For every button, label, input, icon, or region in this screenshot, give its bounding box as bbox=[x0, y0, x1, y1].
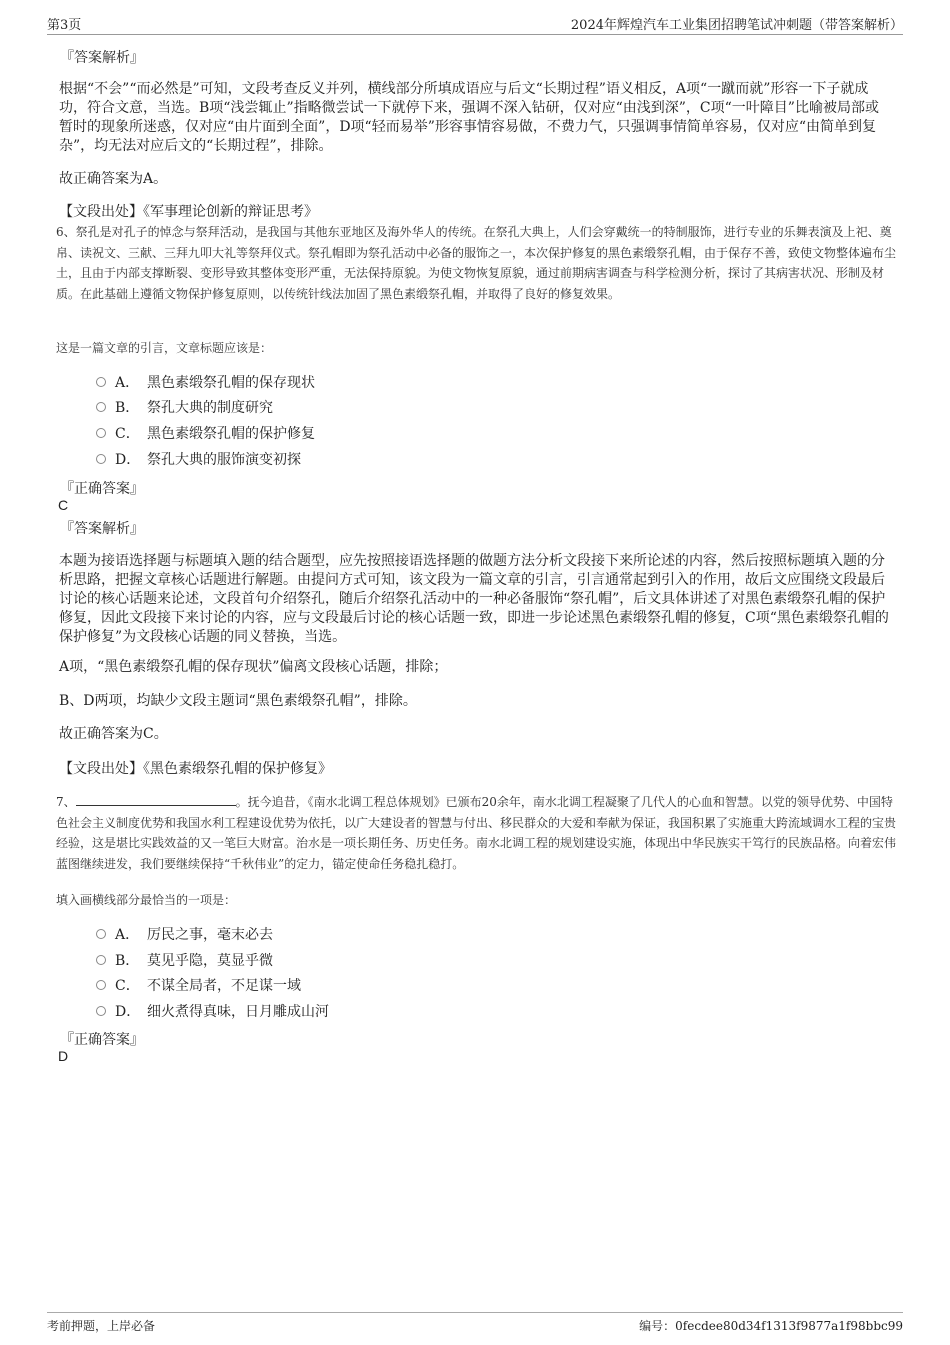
answer-conclusion: 故正确答案为A。 bbox=[59, 171, 168, 187]
option-a[interactable]: A． 厉民之事，毫末必去 bbox=[96, 924, 273, 944]
answer-analysis-label: 『答案解析』 bbox=[60, 521, 144, 537]
correct-answer: C bbox=[58, 497, 69, 513]
option-d[interactable]: D． 祭孔大典的服饰演变初探 bbox=[96, 449, 301, 469]
question-prompt: 这是一篇文章的引言，文章标题应该是： bbox=[56, 341, 273, 355]
question-stem: 6、祭孔是对孔子的悼念与祭拜活动，是我国与其他东亚地区及海外华人的传统。在祭孔大典上，人们会穿戴统一的特制服饰，进行专业的乐舞表演及上祀、奠帛、读祝文、三献、三拜九叩大礼等祭拜仪式。祭孔帽即为祭孔活动中必备的服饰之一，本次保护修复的黑色素缎祭孔帽，由于保存不善，致使文物整体遍布尘土，且由于内部支撑断裂、变形导致其整体变形严重，无法保持原貌。为使文物恢复原貌，通过前期病害调查与科学检测分析，探讨了其病害状况、形制及材质。在此基础上遵循文物保护修复原则，以传统针线法加固了黑色素缎祭孔帽，并取得了良好的修复效果。 bbox=[56, 225, 897, 301]
fill-blank bbox=[76, 793, 236, 806]
radio-icon[interactable] bbox=[96, 955, 106, 965]
answer-analysis-text: 本题为接语选择题与标题填入题的结合题型，应先按照接语选择题的做题方法分析文段接下来所论述的内容，然后按照标题填入题的分析思路，把握文章核心话题进行解题。由提问方式可知，该文段为一篇文章的引言，引言通常起到引入的作用，故后文应围绕文段最后讨论的核心话题来论述，文段首句介绍祭孔，随后介绍祭孔活动中的一种必备服饰“祭孔帽”，后文具体讲述了对黑色素缎祭孔帽的保护修复，因此文段接下来讨论的内容，应与文段最后讨论的核心话题一致，即进一步论述黑色素缎祭孔帽的修复，C项“黑色素缎祭孔帽的保护修复”为文段核心话题的同义替换，当选。 bbox=[59, 553, 889, 645]
option-b[interactable]: B． 莫见乎隐，莫显乎微 bbox=[96, 950, 273, 970]
question-prompt: 填入画横线部分最恰当的一项是： bbox=[56, 893, 237, 907]
option-c[interactable]: C． 黑色素缎祭孔帽的保护修复 bbox=[96, 423, 315, 443]
analysis-note-a: A项，“黑色素缎祭孔帽的保存现状”偏离文段核心话题，排除； bbox=[59, 659, 448, 675]
radio-icon[interactable] bbox=[96, 428, 106, 438]
answer-conclusion: 故正确答案为C。 bbox=[59, 726, 168, 742]
correct-answer-label: 『正确答案』 bbox=[60, 1032, 144, 1048]
question-stem bbox=[56, 792, 896, 874]
answer-analysis-text: 根据“不会”“而必然是”可知，文段考查反义并列，横线部分所填成语应与后文“长期过程”语义相反，A项“一蹴而就”形容一下子就成功，符合文意，当选。B项“浅尝辄止”指略微尝试一下就停下来，强调不深入钻研，仅对应“由浅到深”，C项“一叶障目”比喻被局部或暂时的现象所迷惑，仅对应“由片面到全面”，D项“轻而易举”形容事情容易做，不费力气，只强调事情简单容易，仅对应“由简单到复杂”，均无法对应后文的“长期过程”，排除。 bbox=[59, 81, 879, 154]
option-a[interactable]: A． 黑色素缎祭孔帽的保存现状 bbox=[96, 372, 315, 392]
page-header bbox=[47, 14, 903, 35]
radio-icon[interactable] bbox=[96, 454, 106, 464]
option-b[interactable]: B． 祭孔大典的制度研究 bbox=[96, 397, 273, 417]
answer-analysis-label: 『答案解析』 bbox=[60, 50, 144, 66]
passage-source: 【文段出处】《军事理论创新的辩证思考》 bbox=[59, 204, 318, 220]
document-code: 编号：0fecdee80d34f1313f9877a1f98bbc99 bbox=[639, 1319, 903, 1333]
analysis-note-bd: B、D两项，均缺少文段主题词“黑色素缎祭孔帽”，排除。 bbox=[59, 693, 417, 709]
correct-answer: D bbox=[58, 1048, 69, 1064]
correct-answer-label: 『正确答案』 bbox=[60, 481, 144, 497]
page-footer bbox=[47, 1312, 903, 1339]
radio-icon[interactable] bbox=[96, 402, 106, 412]
radio-icon[interactable] bbox=[96, 1006, 106, 1016]
radio-icon[interactable] bbox=[96, 929, 106, 939]
radio-icon[interactable] bbox=[96, 980, 106, 990]
footer-slogan: 考前押题，上岸必备 bbox=[47, 1319, 156, 1333]
document-title: 2024年辉煌汽车工业集团招聘笔试冲刺题（带答案解析） bbox=[570, 18, 903, 33]
radio-icon[interactable] bbox=[96, 377, 106, 387]
page-number: 第3页 bbox=[47, 18, 82, 33]
passage-source: 【文段出处】《黑色素缎祭孔帽的保护修复》 bbox=[59, 761, 332, 777]
question-number: 7、 bbox=[56, 795, 76, 809]
question-stem-text: 。抚今追昔，《南水北调工程总体规划》已颁布20余年，南水北调工程凝聚了几代人的心血和智慧。以党的领导优势、中国特色社会主义制度优势和我国水利工程建设优势为依托，以广大建设者的智慧与付出、移民群众的大爱和奉献为保证，我国积累了实施重大跨流域调水工程的宝贵经验，这是堪比实践效益的又一笔巨大财富。治水是一项长期任务、历史任务。南水北调工程的规划建设实施，体现出中华民族实干笃行的民族品格。向着宏伟蓝图继续进发，我们要继续保持“千秋伟业”的定力，锚定使命任务稳扎稳打。 bbox=[56, 795, 897, 871]
option-d[interactable]: D． 细火煮得真味，日月雕成山河 bbox=[96, 1001, 329, 1021]
option-c[interactable]: C． 不谋全局者，不足谋一域 bbox=[96, 975, 301, 995]
